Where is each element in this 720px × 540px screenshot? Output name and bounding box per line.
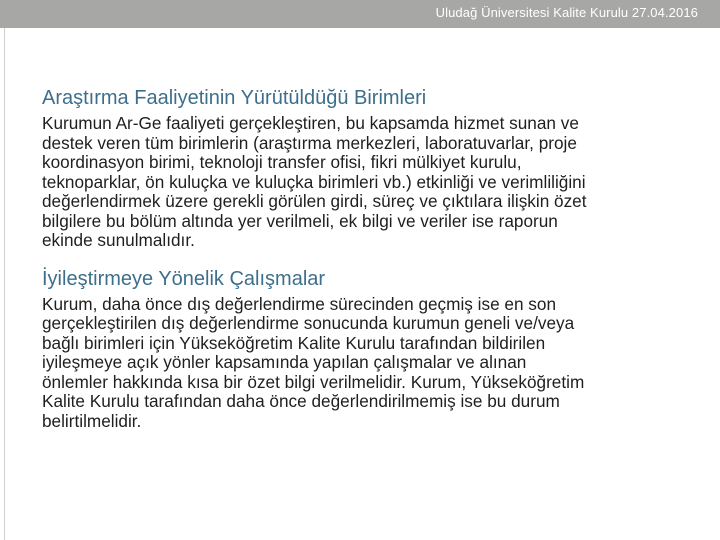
section-improvement-work xyxy=(42,267,692,432)
body-line: ekinde sunulmalıdır. xyxy=(42,230,195,250)
body-line: değerlendirmek üzere gerekli görülen girdi, süreç ve çıktılara ilişkin özet xyxy=(42,191,587,211)
left-divider xyxy=(4,28,5,540)
section-research-units xyxy=(42,86,692,251)
body-line: destek veren tüm birimlerin (araştırma merkezleri, laboratuvarlar, proje xyxy=(42,132,577,153)
slide-content xyxy=(42,86,692,431)
section-body xyxy=(42,114,692,251)
section-body xyxy=(42,295,692,432)
body-line: Kurumun Ar-Ge faaliyeti gerçekleştiren, bu kapsamda hizmet sunan ve xyxy=(42,113,579,133)
body-line: teknoparklar, ön kuluçka ve kuluçka birimleri vb.) etkinliği ve verimliliğini xyxy=(42,171,586,192)
body-line: bilgilere bu bölüm altında yer verilmeli, ek bilgi ve veriler ise raporun xyxy=(42,210,558,231)
section-heading: Araştırma Faaliyetinin Yürütüldüğü Birimleri xyxy=(42,87,427,109)
body-line: Kalite Kurulu tarafından daha önce değerlendirilmemiş ise bu durum xyxy=(42,391,560,411)
body-line: gerçekleştirilen dış değerlendirme sonucunda kurumun geneli ve/veya xyxy=(42,313,575,333)
header-footer-text: Uludağ Üniversitesi Kalite Kurulu 27.04.2016 xyxy=(435,5,698,20)
body-line: iyileşmeye açık yönler kapsamında yapılan çalışmalar ve alınan xyxy=(42,352,527,372)
body-line: belirtilmelidir. xyxy=(42,410,142,431)
body-line: önlemler hakkında kısa bir özet bilgi verilmelidir. Kurum, Yükseköğretim xyxy=(42,371,585,392)
section-heading: İyileştirmeye Yönelik Çalışmalar xyxy=(42,267,326,290)
body-line: koordinasyon birimi, teknoloji transfer ofisi, fikri mülkiyet kurulu, xyxy=(42,152,522,172)
body-line: Kurum, daha önce dış değerlendirme sürecinden geçmiş ise en son xyxy=(42,293,557,314)
body-line: bağlı birimleri için Yükseköğretim Kalite Kurulu tarafından bildirilen xyxy=(42,332,546,353)
header-bar xyxy=(0,0,720,28)
